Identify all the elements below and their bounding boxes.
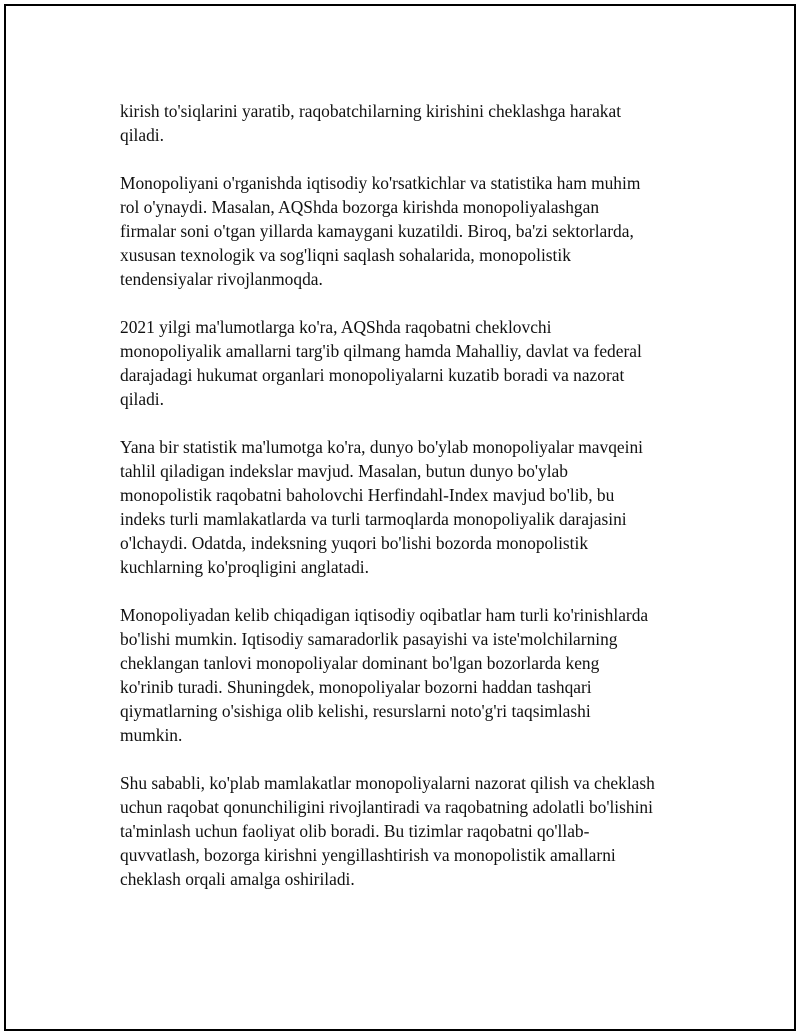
paragraph-line: uchun raqobat qonunchiligini rivojlantiradi va raqobatning adolatli bo'lishini [120,797,653,817]
paragraph-line: Shu sababli, ko'plab mamlakatlar monopoliyalarni nazorat qilish va cheklash [120,773,655,793]
paragraph-line: mumkin. [120,725,183,745]
paragraph-line: rol o'ynaydi. Masalan, AQShda bozorga kirishda monopoliyalashgan [120,197,600,217]
paragraph-line: qiymatlarning o'sishiga olib kelishi, resurslarni noto'g'ri taqsimlashi [120,701,591,721]
paragraph-5 [120,603,700,747]
paragraph-line: 2021 yilgi ma'lumotlarga ko'ra, AQShda raqobatni cheklovchi [120,317,552,337]
paragraph-line: tahlil qiladigan indekslar mavjud. Masalan, butun dunyo bo'ylab [120,461,568,481]
paragraph-line: darajadagi hukumat organlari monopoliyalarni kuzatib boradi va nazorat [120,365,625,385]
paragraph-line: qiladi. [120,125,164,145]
paragraph-line: quvvatlash, bozorga kirishni yengillashtirish va monopolistik amallarni [120,845,616,865]
paragraph-line: kirish to'siqlarini yaratib, raqobatchilarning kirishini cheklashga harakat [120,101,622,121]
paragraph-4 [120,435,700,579]
paragraph-line: bo'lishi mumkin. Iqtisodiy samaradorlik pasayishi va iste'molchilarning [120,629,618,649]
paragraph-line: o'lchaydi. Odatda, indeksning yuqori bo'lishi bozorda monopolistik [120,533,589,553]
paragraph-line: xususan texnologik va sog'liqni saqlash sohalarida, monopolistik [120,245,571,265]
paragraph-line: monopoliyalik amallarni targ'ib qilmang hamda Mahalliy, davlat va federal [120,341,642,361]
paragraph-line: ta'minlash uchun faoliyat olib boradi. Bu tizimlar raqobatni qo'llab- [120,821,590,841]
paragraph-line: ko'rinib turadi. Shuningdek, monopoliyalar bozorni haddan tashqari [120,677,592,697]
paragraph-line: kuchlarning ko'proqligini anglatadi. [120,557,369,577]
paragraph-2 [120,171,700,291]
paragraph-6 [120,771,700,891]
document-body [120,99,700,915]
paragraph-line: indeks turli mamlakatlarda va turli tarmoqlarda monopoliyalik darajasini [120,509,627,529]
paragraph-3 [120,315,700,411]
document-page [4,4,796,1031]
paragraph-line: Monopoliyadan kelib chiqadigan iqtisodiy oqibatlar ham turli ko'rinishlarda [120,605,649,625]
paragraph-1 [120,99,700,147]
paragraph-line: firmalar soni o'tgan yillarda kamaygani kuzatildi. Biroq, ba'zi sektorlarda, [120,221,634,241]
paragraph-line: cheklash orqali amalga oshiriladi. [120,869,355,889]
paragraph-line: monopolistik raqobatni baholovchi Herfindahl-Index mavjud bo'lib, bu [120,485,615,505]
paragraph-line: qiladi. [120,389,164,409]
paragraph-line: tendensiyalar rivojlanmoqda. [120,269,323,289]
paragraph-line: Yana bir statistik ma'lumotga ko'ra, dunyo bo'ylab monopoliyalar mavqeini [120,437,643,457]
paragraph-line: Monopoliyani o'rganishda iqtisodiy ko'rsatkichlar va statistika ham muhim [120,173,641,193]
paragraph-line: cheklangan tanlovi monopoliyalar dominant bo'lgan bozorlarda keng [120,653,600,673]
